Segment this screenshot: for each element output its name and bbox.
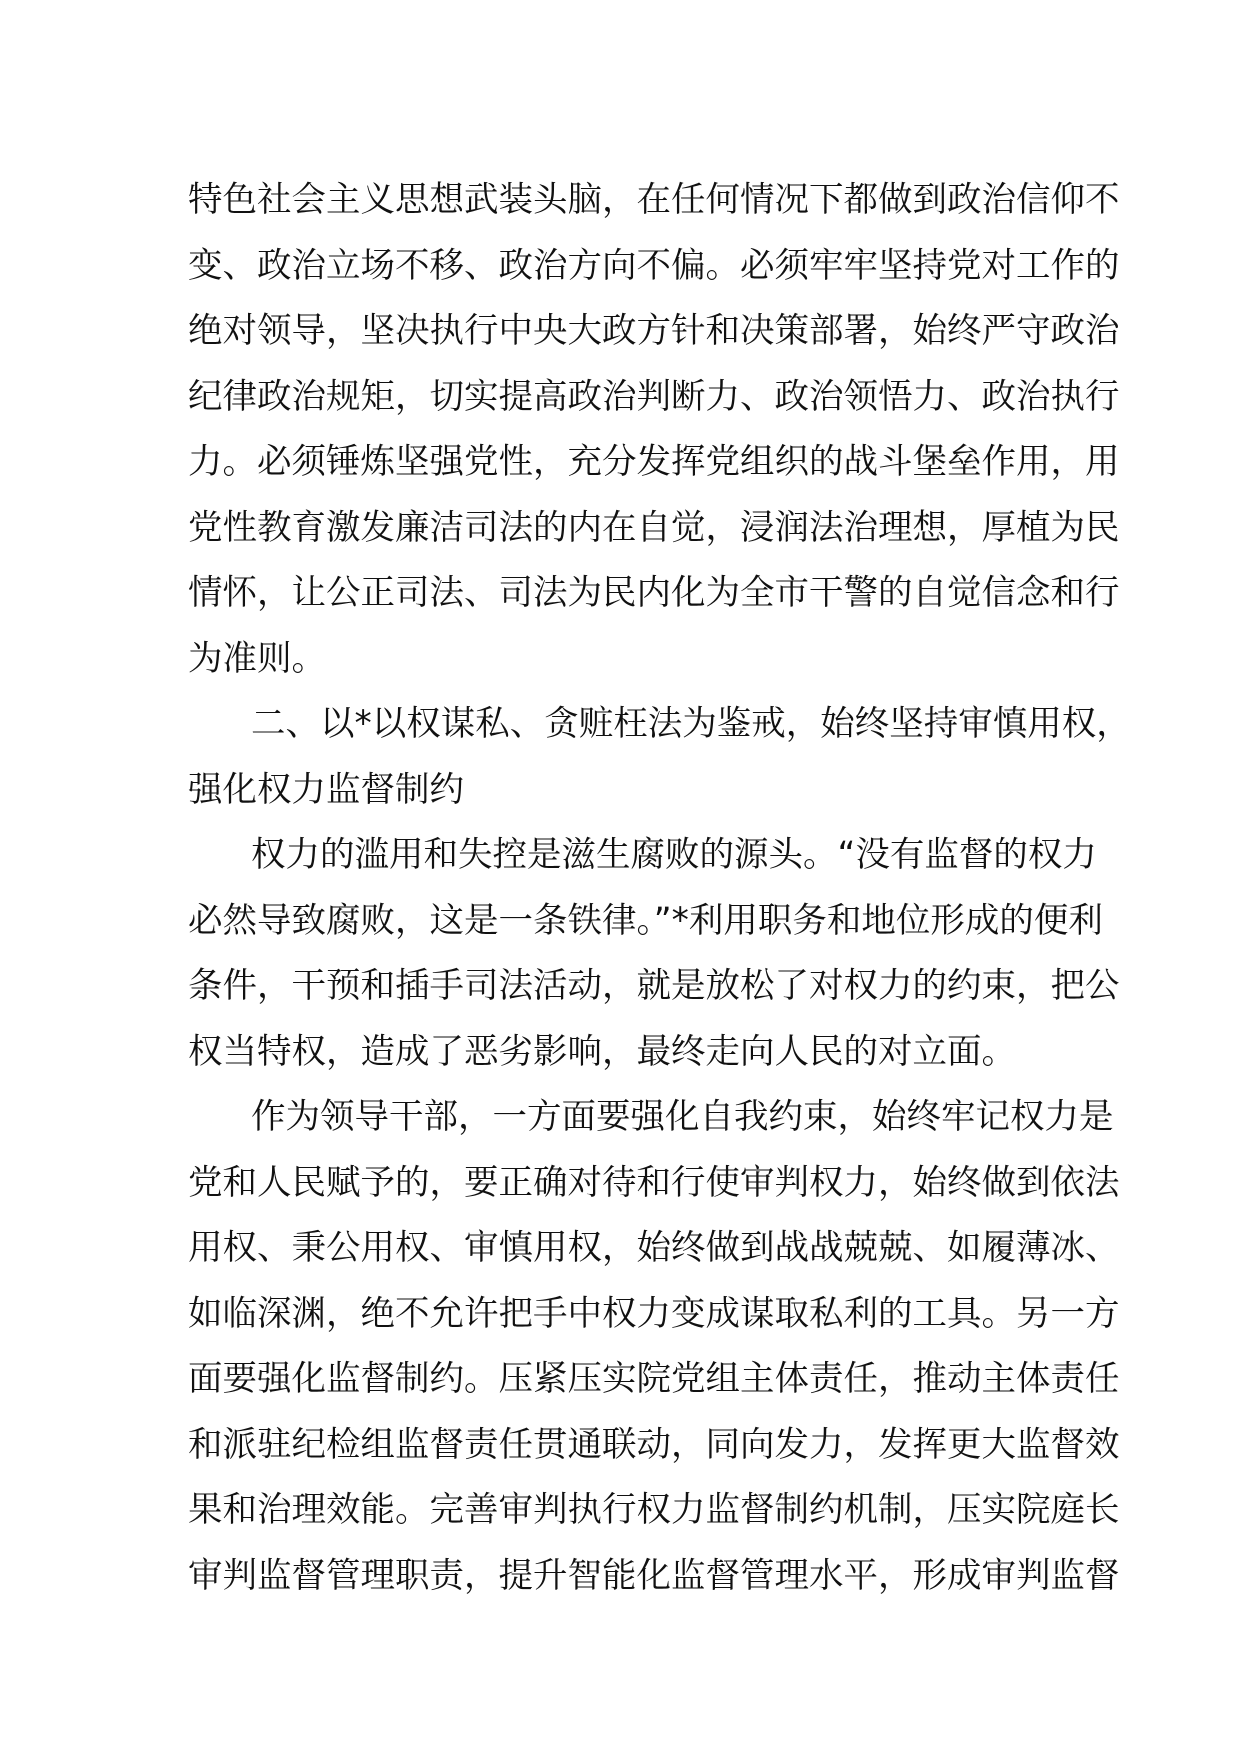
text-line: 作为领导干部，一方面要强化自我约束，始终牢记权力是 (251, 1097, 1114, 1137)
text-line: 情怀，让公正司法、司法为民内化为全市干警的自觉信念和行 (188, 573, 1120, 613)
text-line: 力。必须锤炼坚强党性，充分发挥党组织的战斗堡垒作用，用 (188, 442, 1120, 482)
text-line: 权力的滥用和失控是滋生腐败的源头。“没有监督的权力 (251, 835, 1097, 875)
text-line: 纪律政治规矩，切实提高政治判断力、政治领悟力、政治执行 (188, 376, 1120, 417)
text-line: 为准则。 (188, 638, 326, 679)
text-line: 绝对领导，坚决执行中央大政方针和决策部署，始终严守政治 (188, 311, 1120, 351)
text-line: 党性教育激发廉洁司法的内在自觉，浸润法治理想，厚植为民 (188, 507, 1120, 548)
text-line: 权当特权，造成了恶劣影响，最终走向人民的对立面。 (188, 1031, 1016, 1072)
text-line: 面要强化监督制约。压紧压实院党组主体责任，推动主体责任 (188, 1359, 1120, 1399)
section-heading-line: 二、以*以权谋私、贪赃枉法为鉴戒，始终坚持审慎用权， (251, 704, 1131, 744)
text-line: 如临深渊，绝不允许把手中权力变成谋取私利的工具。另一方 (188, 1293, 1120, 1334)
section-heading-line: 强化权力监督制约 (188, 769, 464, 810)
text-line: 条件，干预和插手司法活动，就是放松了对权力的约束，把公 (188, 966, 1120, 1006)
text-line: 必然导致腐败，这是一条铁律。”*利用职务和地位形成的便利 (188, 900, 1103, 941)
text-line: 特色社会主义思想武装头脑，在任何情况下都做到政治信仰不 (188, 180, 1120, 220)
text-line: 和派驻纪检组监督责任贯通联动，同向发力，发挥更大监督效 (188, 1424, 1120, 1465)
text-line: 变、政治立场不移、政治方向不偏。必须牢牢坚持党对工作的 (188, 245, 1120, 286)
text-line: 审判监督管理职责，提升智能化监督管理水平，形成审判监督 (188, 1555, 1120, 1596)
body-text (188, 168, 1131, 1609)
text-line: 用权、秉公用权、审慎用权，始终做到战战兢兢、如履薄冰、 (188, 1228, 1120, 1268)
text-line: 党和人民赋予的，要正确对待和行使审判权力，始终做到依法 (188, 1162, 1120, 1203)
text-line: 果和治理效能。完善审判执行权力监督制约机制，压实院庭长 (188, 1490, 1120, 1530)
